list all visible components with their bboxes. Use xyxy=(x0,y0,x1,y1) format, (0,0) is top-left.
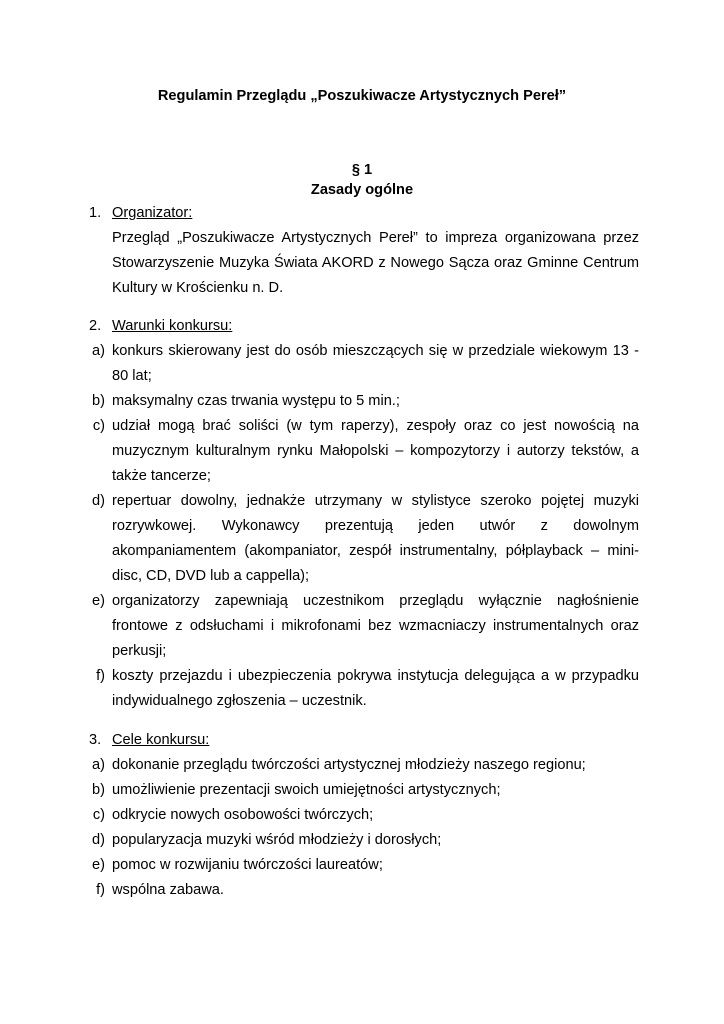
item-text: umożliwienie prezentacji swoich umiejętności artystycznych; xyxy=(112,782,501,798)
item-text: wspólna zabawa. xyxy=(112,882,224,898)
section-heading: Warunki konkursu: xyxy=(112,318,233,334)
paragraph-sign: § 1 xyxy=(351,162,373,178)
conditions-list xyxy=(89,339,639,714)
section-goals xyxy=(89,728,639,903)
item-letter: b) xyxy=(92,393,105,409)
section-text: Przegląd „Poszukiwacze Artystycznych Pereł” to impreza organizowana przez Stowarzyszenie Muzyka Świata AKORD z Nowego Sącza oraz Gminne Centrum Kultury w Krościenku n. D. xyxy=(112,230,639,296)
list-item xyxy=(81,778,639,803)
document-title: Regulamin Przeglądu „Poszukiwacze Artystycznych Pereł” xyxy=(157,88,567,104)
section-conditions xyxy=(89,314,639,714)
list-item xyxy=(81,389,639,414)
list-item xyxy=(81,664,639,714)
item-letter: e) xyxy=(92,593,105,609)
section-heading: Organizator: xyxy=(112,205,193,221)
item-letter: c) xyxy=(92,807,105,823)
item-text: maksymalny czas trwania występu to 5 min.; xyxy=(112,393,400,409)
list-item xyxy=(81,589,639,664)
section-number: 1. xyxy=(89,205,102,221)
list-item xyxy=(81,853,639,878)
list-item xyxy=(81,339,639,389)
section-heading: Cele konkursu: xyxy=(112,732,210,748)
item-text: odkrycie nowych osobowości twórczych; xyxy=(112,807,374,823)
item-text: dokonanie przeglądu twórczości artystycznej młodzieży naszego regionu; xyxy=(112,757,586,773)
list-item xyxy=(81,828,639,853)
item-text: organizatorzy zapewniają uczestnikom przeglądu wyłącznie nagłośnienie frontowe z odsłuchami i mikrofonami bez wzmacniaczy instrumentalnych oraz perkusji; xyxy=(112,593,639,659)
list-item xyxy=(81,753,639,778)
item-letter: d) xyxy=(92,832,105,848)
list-item xyxy=(81,489,639,589)
list-item xyxy=(81,414,639,489)
item-letter: f) xyxy=(96,668,105,684)
item-letter: f) xyxy=(96,882,105,898)
goals-list xyxy=(89,753,639,903)
list-item xyxy=(81,878,639,903)
item-letter: a) xyxy=(92,343,105,359)
item-text: popularyzacja muzyki wśród młodzieży i dorosłych; xyxy=(112,832,442,848)
item-letter: a) xyxy=(92,757,105,773)
paragraph-heading: Zasady ogólne xyxy=(310,182,414,198)
item-letter: b) xyxy=(92,782,105,798)
item-text: koszty przejazdu i ubezpieczenia pokrywa instytucja delegująca a w przypadku indywidualnego zgłoszenia – uczestnik. xyxy=(112,668,639,709)
item-text: konkurs skierowany jest do osób mieszczących się w przedziale wiekowym 13 - 80 lat; xyxy=(112,343,639,384)
list-item xyxy=(81,803,639,828)
section-number: 2. xyxy=(89,318,102,334)
section-organizer xyxy=(89,201,639,301)
item-text: pomoc w rozwijaniu twórczości laureatów; xyxy=(112,857,383,873)
item-letter: c) xyxy=(92,418,105,434)
item-text: udział mogą brać soliści (w tym raperzy), zespoły oraz co jest nowością na muzycznym kulturalnym rynku Małopolski – kompozytorzy i autorzy tekstów, a także tancerze; xyxy=(112,418,639,484)
item-text: repertuar dowolny, jednakże utrzymany w stylistyce szeroko pojętej muzyki rozrywkowej. Wykonawcy prezentują jeden utwór z dowolnym akompaniamentem (akompaniator, zespół instrumentalny, półplayback – mini-disc, CD, DVD lub a cappella); xyxy=(112,493,639,584)
item-letter: d) xyxy=(92,493,105,509)
section-number: 3. xyxy=(89,732,102,748)
item-letter: e) xyxy=(92,857,105,873)
